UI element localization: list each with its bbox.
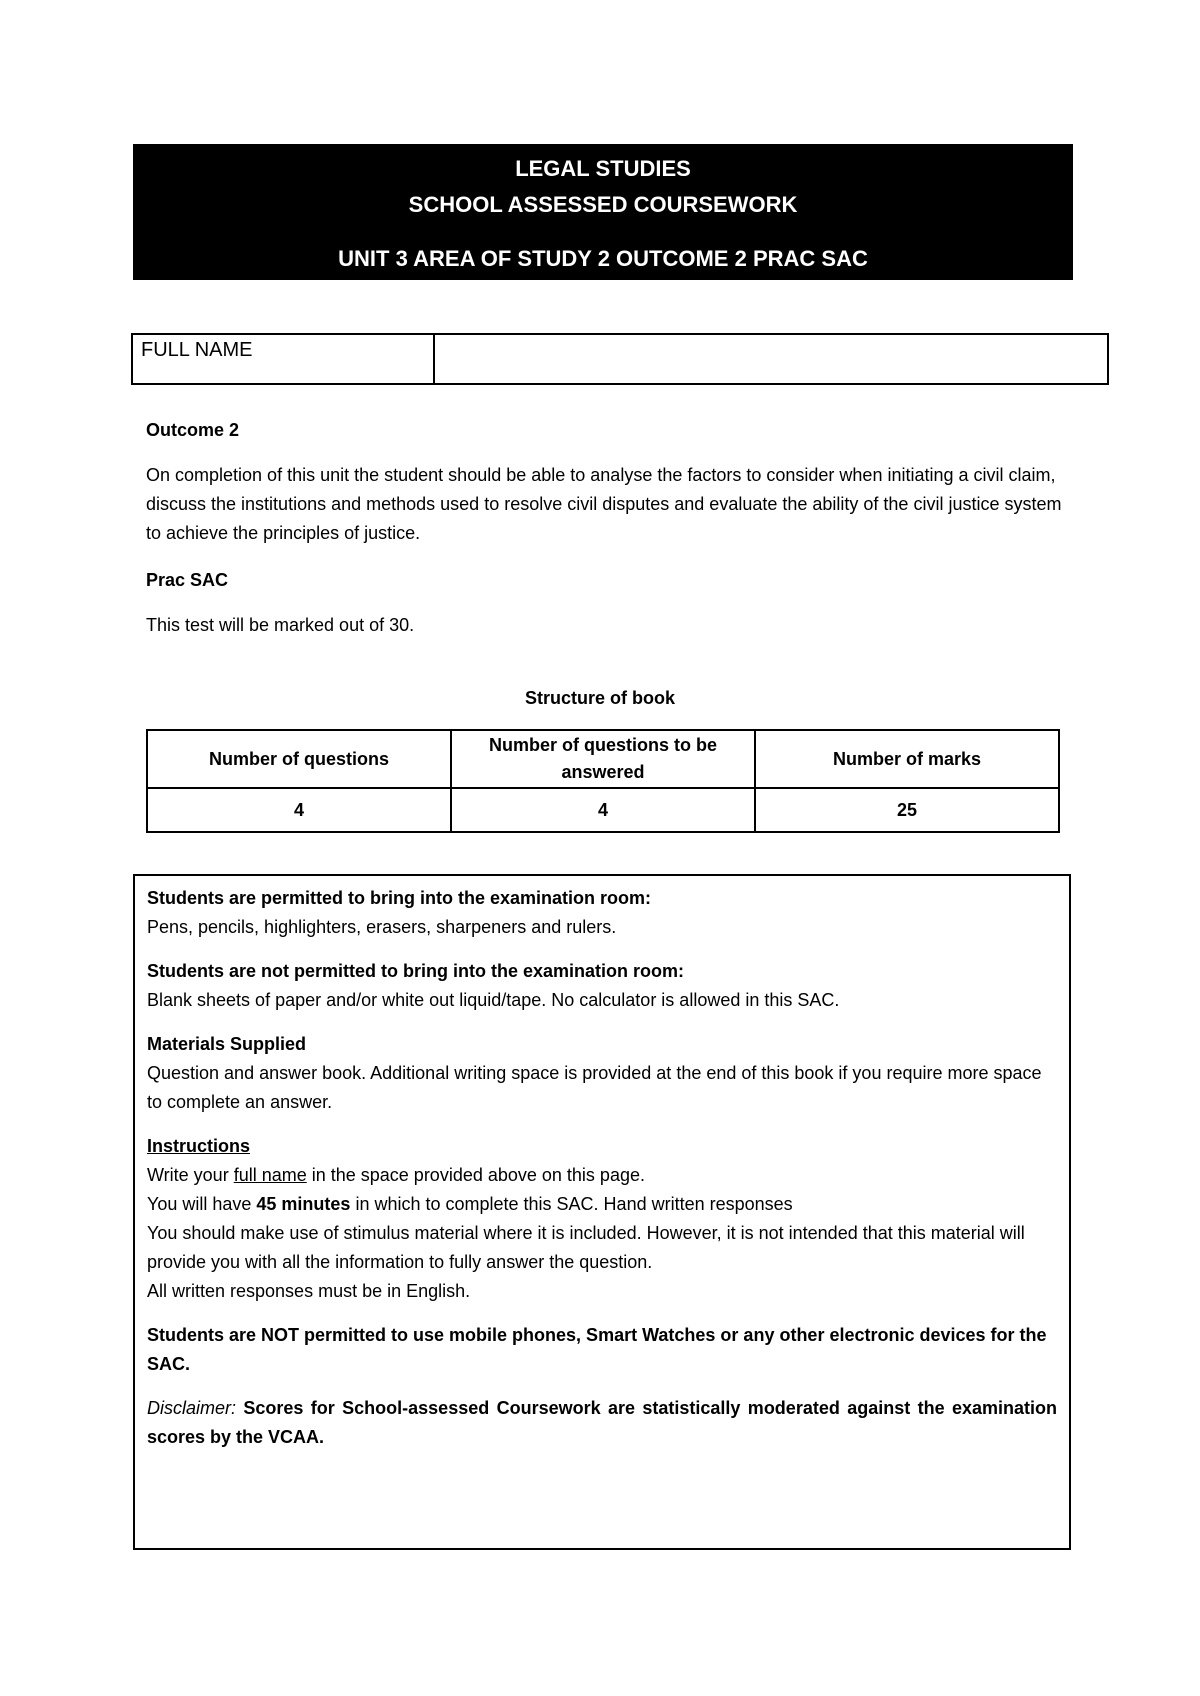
outcome-heading: Outcome 2 <box>146 420 240 440</box>
col-header-marks: Number of marks <box>755 730 1059 788</box>
not-permitted-heading: Students are not permitted to bring into the examination room: <box>147 961 685 981</box>
subject-title: LEGAL STUDIES <box>515 156 691 181</box>
disclaimer <box>147 1394 1057 1452</box>
full-name-ref: full name <box>233 1165 307 1185</box>
permitted-text: Pens, pencils, highlighters, erasers, sharpeners and rulers. <box>147 917 617 937</box>
instruction-4: All written responses must be in English. <box>147 1281 471 1301</box>
value-marks: 25 <box>755 788 1059 832</box>
value-to-answer: 4 <box>451 788 755 832</box>
instructions-box <box>133 874 1071 1550</box>
full-name-field[interactable] <box>434 334 1108 384</box>
instruction-2-post: in which to complete this SAC. Hand written responses <box>350 1194 793 1214</box>
not-permitted-section <box>147 957 1057 1015</box>
permitted-section <box>147 884 1057 942</box>
materials-section <box>147 1030 1057 1117</box>
prac-heading: Prac SAC <box>146 570 229 590</box>
structure-table <box>146 729 1060 833</box>
instruction-2 <box>147 1194 793 1214</box>
full-name-label: FULL NAME <box>132 334 434 384</box>
col-header-to-answer: Number of questions to be answered <box>451 730 755 788</box>
value-questions: 4 <box>147 788 451 832</box>
instruction-2-pre: You will have <box>147 1194 257 1214</box>
structure-title: Structure of book <box>524 688 675 708</box>
full-name-table <box>131 333 1109 385</box>
disclaimer-label: Disclaimer: <box>147 1398 237 1418</box>
instruction-1-pre: Write your <box>147 1165 234 1185</box>
unit-title: UNIT 3 AREA OF STUDY 2 OUTCOME 2 PRAC SAC <box>338 246 868 271</box>
not-permitted-text: Blank sheets of paper and/or white out liquid/tape. No calculator is allowed in this SAC. <box>147 990 840 1010</box>
permitted-heading: Students are permitted to bring into the examination room: <box>147 888 652 908</box>
instruction-3: You should make use of stimulus material where it is included. However, it is not intended that this material will provide you with all the information to fully answer the question. <box>147 1223 1025 1272</box>
instructions-heading: Instructions <box>147 1136 251 1156</box>
assessment-type: SCHOOL ASSESSED COURSEWORK <box>408 192 798 217</box>
time-limit: 45 minutes <box>256 1194 351 1214</box>
col-header-questions: Number of questions <box>147 730 451 788</box>
instruction-1-post: in the space provided above on this page. <box>306 1165 645 1185</box>
disclaimer-text: Scores for School-assessed Coursework are statistically moderated against the examination scores by the VCAA. <box>147 1398 1057 1447</box>
device-warning: Students are NOT permitted to use mobile phones, Smart Watches or any other electronic devices for the SAC. <box>147 1325 1047 1374</box>
outcome-text: On completion of this unit the student should be able to analyse the factors to consider when initiating a civil claim, discuss the institutions and methods used to resolve civil disputes and evaluate the ability of the civil justice system to achieve the principles of justice. <box>146 465 1062 543</box>
instruction-1 <box>147 1165 645 1185</box>
title-banner <box>133 144 1073 280</box>
prac-text: This test will be marked out of 30. <box>146 615 415 635</box>
materials-text: Question and answer book. Additional writing space is provided at the end of this book if you require more space to complete an answer. <box>147 1063 1042 1112</box>
materials-heading: Materials Supplied <box>147 1034 307 1054</box>
instructions-section <box>147 1132 1057 1306</box>
